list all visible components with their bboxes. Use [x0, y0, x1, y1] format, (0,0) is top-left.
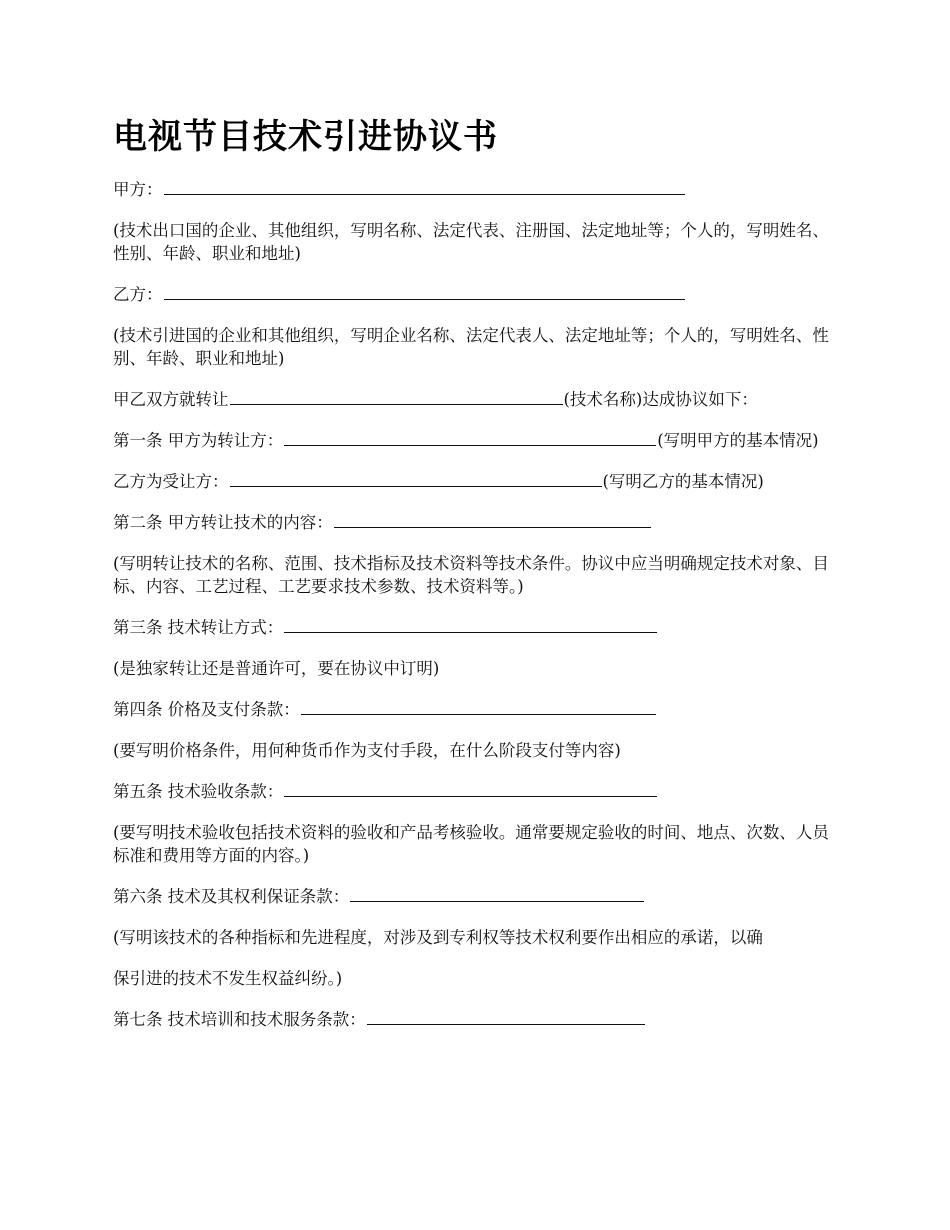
article-2-line — [113, 511, 838, 534]
technology-name-blank — [230, 388, 563, 405]
party-a-label: 甲方： — [113, 180, 163, 199]
article-2-note: (写明转让技术的名称、范围、技术指标及技术资料等技术条件。协议中应当明确规定技术对象、目标、内容、工艺过程、工艺要求技术参数、技术资料等。) — [113, 554, 829, 596]
party-a-blank — [164, 178, 685, 195]
article-4-label: 第四条 价格及支付条款： — [113, 700, 300, 719]
article-4-note: (要写明价格条件，用何种货币作为支付手段，在什么阶段支付等内容) — [113, 741, 621, 760]
article-6-note-part1: (写明该技术的各种指标和先进程度，对涉及到专利权等技术权利要作出相应的承诺，以确 — [113, 928, 763, 947]
article-6-note-part2: 保引进的技术不发生权益纠纷。) — [113, 969, 343, 988]
article-6-label: 第六条 技术及其权利保证条款： — [113, 887, 350, 906]
article-1-party-b-label: 乙方为受让方： — [113, 472, 229, 491]
intro-before: 甲乙双方就转让 — [113, 390, 229, 409]
article-3-blank — [284, 616, 657, 633]
article-1-blank — [284, 429, 656, 446]
article-4-blank — [301, 698, 656, 715]
article-6-blank — [350, 885, 644, 902]
article-1-party-b-line — [113, 470, 838, 493]
article-7-label: 第七条 技术培训和技术服务条款： — [113, 1010, 366, 1029]
document-title: 电视节目技术引进协议书 — [113, 117, 498, 157]
article-2-label: 第二条 甲方转让技术的内容： — [113, 513, 333, 532]
article-3-line — [113, 616, 838, 639]
article-1-line — [113, 429, 838, 452]
article-2-blank — [334, 511, 651, 528]
party-b-label: 乙方： — [113, 285, 163, 304]
party-a-note: (技术出口国的企业、其他组织，写明名称、法定代表、注册国、法定地址等；个人的，写明姓名、性别、年龄、职业和地址) — [113, 221, 829, 263]
article-4-line — [113, 698, 838, 721]
document-page — [113, 112, 838, 1049]
article-3-label: 第三条 技术转让方式： — [113, 618, 284, 637]
article-1-party-b-note: (写明乙方的基本情况) — [602, 472, 764, 491]
article-1-label: 第一条 甲方为转让方： — [113, 431, 284, 450]
article-1-note: (写明甲方的基本情况) — [657, 431, 819, 450]
intro-line — [113, 388, 838, 411]
intro-after: (技术名称)达成协议如下： — [563, 390, 758, 409]
article-5-label: 第五条 技术验收条款： — [113, 782, 284, 801]
party-b-line — [113, 283, 838, 306]
article-5-blank — [284, 780, 657, 797]
article-7-line — [113, 1008, 838, 1031]
article-7-blank — [367, 1008, 645, 1025]
article-5-note: (要写明技术验收包括技术资料的验收和产品考核验收。通常要规定验收的时间、地点、次数、人员标准和费用等方面的内容。) — [113, 823, 829, 865]
party-a-line — [113, 178, 838, 201]
article-1-party-b-blank — [230, 470, 602, 487]
party-b-note: (技术引进国的企业和其他组织，写明企业名称、法定代表人、法定地址等；个人的，写明姓名、性别、年龄、职业和地址) — [113, 326, 829, 368]
article-6-line — [113, 885, 838, 908]
article-3-note: (是独家转让还是普通许可，要在协议中订明) — [113, 659, 440, 678]
article-5-line — [113, 780, 838, 803]
party-b-blank — [164, 283, 685, 300]
